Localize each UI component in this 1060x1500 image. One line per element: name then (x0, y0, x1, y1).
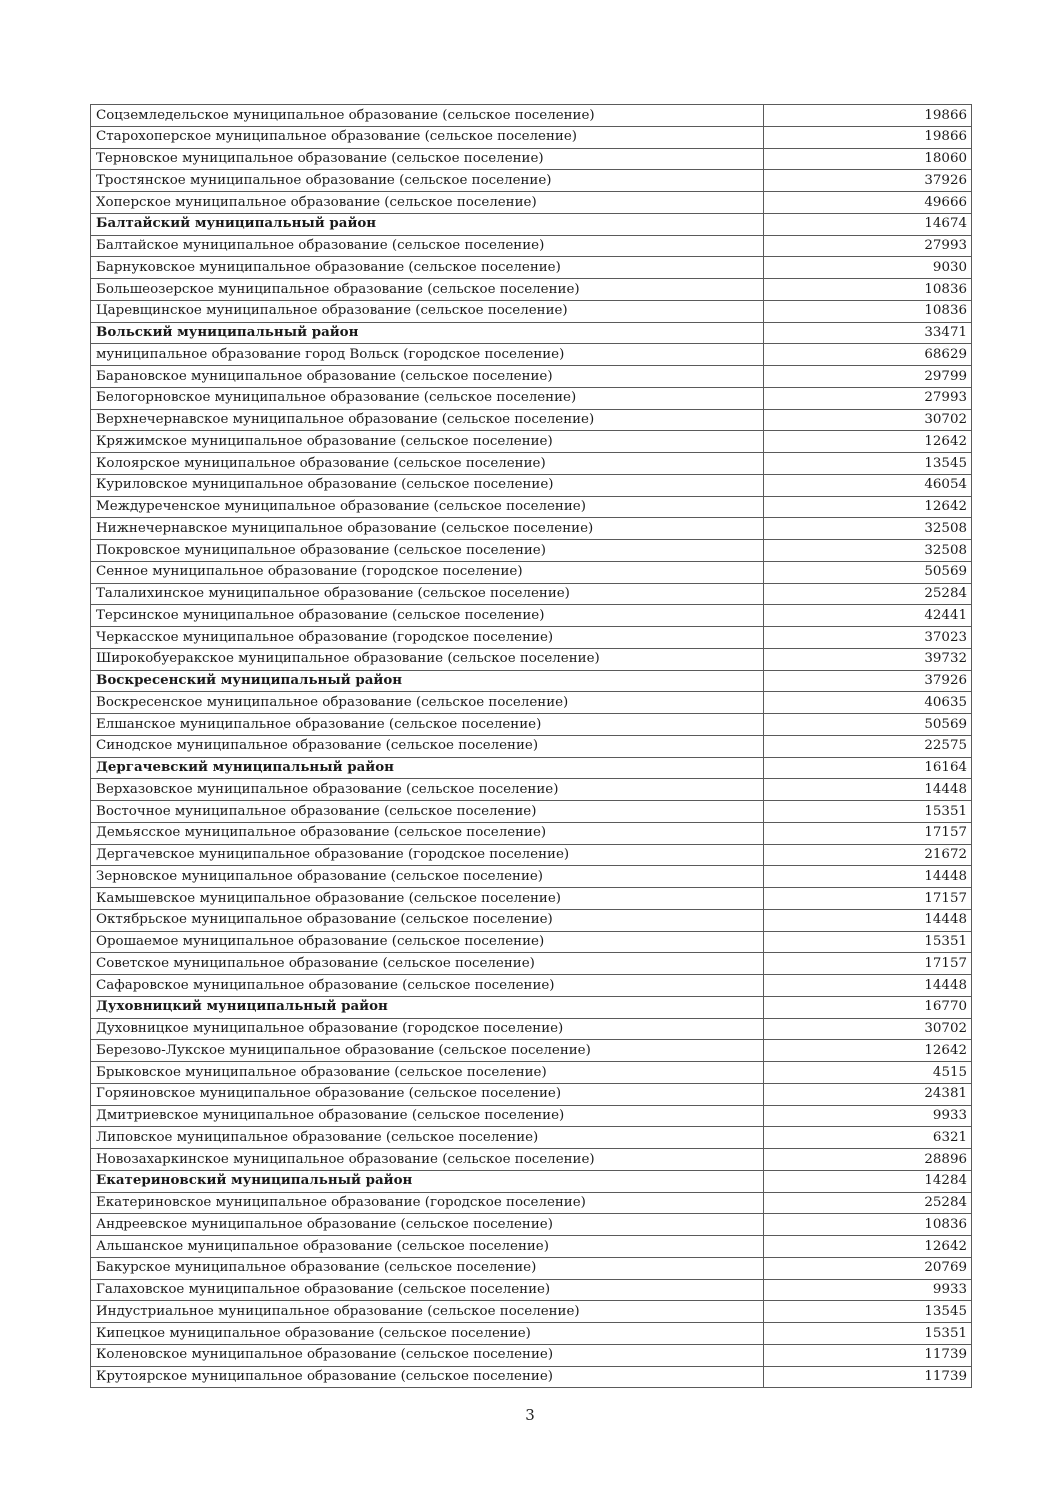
value-cell: 14284 (764, 1170, 972, 1192)
value-cell: 19866 (764, 105, 972, 127)
table-row (91, 1214, 972, 1236)
table-row (91, 1236, 972, 1258)
value-cell: 6321 (764, 1127, 972, 1149)
value-cell: 25284 (764, 583, 972, 605)
municipality-name-cell: Екатериновское муниципальное образование (городское поселение) (91, 1192, 764, 1214)
municipality-name-cell: Междуреченское муниципальное образование (сельское поселение) (91, 496, 764, 518)
municipality-name-cell: Камышевское муниципальное образование (сельское поселение) (91, 888, 764, 910)
municipality-name-cell: Брыковское муниципальное образование (сельское поселение) (91, 1062, 764, 1084)
table-row (91, 453, 972, 475)
municipality-name-cell: Широкобуеракское муниципальное образование (сельское поселение) (91, 648, 764, 670)
municipality-name-cell: Галаховское муниципальное образование (сельское поселение) (91, 1279, 764, 1301)
value-cell: 21672 (764, 844, 972, 866)
table-row (91, 714, 972, 736)
table-row (91, 474, 972, 496)
value-cell: 28896 (764, 1149, 972, 1171)
district-name-cell: Екатериновский муниципальный район (91, 1170, 764, 1192)
district-row (91, 996, 972, 1018)
table-row (91, 1344, 972, 1366)
table-row (91, 344, 972, 366)
value-cell: 37926 (764, 170, 972, 192)
value-cell: 10836 (764, 279, 972, 301)
municipality-name-cell: Липовское муниципальное образование (сельское поселение) (91, 1127, 764, 1149)
municipality-name-cell: Березово-Лукское муниципальное образование (сельское поселение) (91, 1040, 764, 1062)
municipality-name-cell: Верхнечернавское муниципальное образование (сельское поселение) (91, 409, 764, 431)
value-cell: 12642 (764, 1236, 972, 1258)
municipality-name-cell: Елшанское муниципальное образование (сельское поселение) (91, 714, 764, 736)
value-cell: 14448 (764, 909, 972, 931)
value-cell: 14448 (764, 779, 972, 801)
table-row (91, 192, 972, 214)
value-cell: 12642 (764, 1040, 972, 1062)
value-cell: 11739 (764, 1366, 972, 1388)
municipality-name-cell: Терсинское муниципальное образование (сельское поселение) (91, 605, 764, 627)
municipality-name-cell: Терновское муниципальное образование (сельское поселение) (91, 148, 764, 170)
district-name-cell: Дергачевский муниципальный район (91, 757, 764, 779)
value-cell: 29799 (764, 366, 972, 388)
table-row (91, 909, 972, 931)
table-row (91, 648, 972, 670)
value-cell: 16164 (764, 757, 972, 779)
table-row (91, 1018, 972, 1040)
value-cell: 37926 (764, 670, 972, 692)
municipality-name-cell: Черкасское муниципальное образование (городское поселение) (91, 627, 764, 649)
value-cell: 13545 (764, 1301, 972, 1323)
municipality-name-cell: Новозахаркинское муниципальное образование (сельское поселение) (91, 1149, 764, 1171)
municipality-name-cell: Октябрьское муниципальное образование (сельское поселение) (91, 909, 764, 931)
municipality-name-cell: Альшанское муниципальное образование (сельское поселение) (91, 1236, 764, 1258)
municipality-name-cell: Тростянское муниципальное образование (сельское поселение) (91, 170, 764, 192)
value-cell: 15351 (764, 1323, 972, 1345)
municipality-name-cell: Барнуковское муниципальное образование (сельское поселение) (91, 257, 764, 279)
table-row (91, 279, 972, 301)
value-cell: 15351 (764, 801, 972, 823)
table-row (91, 366, 972, 388)
table-row (91, 409, 972, 431)
table-row (91, 540, 972, 562)
municipality-name-cell: Восточное муниципальное образование (сельское поселение) (91, 801, 764, 823)
value-cell: 32508 (764, 540, 972, 562)
value-cell: 39732 (764, 648, 972, 670)
table-row (91, 1040, 972, 1062)
value-cell: 30702 (764, 1018, 972, 1040)
municipality-name-cell: Кипецкое муниципальное образование (сельское поселение) (91, 1323, 764, 1345)
table-row (91, 148, 972, 170)
value-cell: 40635 (764, 692, 972, 714)
municipality-name-cell: Верхазовское муниципальное образование (сельское поселение) (91, 779, 764, 801)
municipality-name-cell: муниципальное образование город Вольск (городское поселение) (91, 344, 764, 366)
table-row (91, 496, 972, 518)
value-cell: 14448 (764, 866, 972, 888)
table-body (91, 105, 972, 1388)
value-cell: 50569 (764, 714, 972, 736)
value-cell: 22575 (764, 735, 972, 757)
value-cell: 37023 (764, 627, 972, 649)
municipality-name-cell: Старохоперское муниципальное образование (сельское поселение) (91, 126, 764, 148)
municipality-name-cell: Барановское муниципальное образование (сельское поселение) (91, 366, 764, 388)
table-row (91, 627, 972, 649)
table-row (91, 779, 972, 801)
value-cell: 16770 (764, 996, 972, 1018)
value-cell: 30702 (764, 409, 972, 431)
value-cell: 33471 (764, 322, 972, 344)
value-cell: 15351 (764, 931, 972, 953)
value-cell: 27993 (764, 387, 972, 409)
municipality-name-cell: Белогорновское муниципальное образование (сельское поселение) (91, 387, 764, 409)
value-cell: 42441 (764, 605, 972, 627)
table-row (91, 1192, 972, 1214)
municipality-name-cell: Индустриальное муниципальное образование (сельское поселение) (91, 1301, 764, 1323)
municipal-data-table (90, 104, 972, 1388)
municipality-name-cell: Коленовское муниципальное образование (сельское поселение) (91, 1344, 764, 1366)
table-row (91, 561, 972, 583)
value-cell: 9030 (764, 257, 972, 279)
municipality-name-cell: Талалихинское муниципальное образование (сельское поселение) (91, 583, 764, 605)
district-row (91, 322, 972, 344)
value-cell: 4515 (764, 1062, 972, 1084)
municipality-name-cell: Сафаровское муниципальное образование (сельское поселение) (91, 975, 764, 997)
value-cell: 9933 (764, 1105, 972, 1127)
municipality-name-cell: Сенное муниципальное образование (городское поселение) (91, 561, 764, 583)
value-cell: 50569 (764, 561, 972, 583)
table-row (91, 235, 972, 257)
district-row (91, 213, 972, 235)
municipality-name-cell: Зерновское муниципальное образование (сельское поселение) (91, 866, 764, 888)
district-row (91, 1170, 972, 1192)
table-row (91, 692, 972, 714)
value-cell: 12642 (764, 496, 972, 518)
municipality-name-cell: Орошаемое муниципальное образование (сельское поселение) (91, 931, 764, 953)
table-row (91, 1105, 972, 1127)
table-row (91, 1062, 972, 1084)
municipality-name-cell: Бакурское муниципальное образование (сельское поселение) (91, 1257, 764, 1279)
table-row (91, 387, 972, 409)
municipality-name-cell: Воскресенское муниципальное образование (сельское поселение) (91, 692, 764, 714)
table-row (91, 866, 972, 888)
municipality-name-cell: Соцземледельское муниципальное образование (сельское поселение) (91, 105, 764, 127)
value-cell: 24381 (764, 1083, 972, 1105)
municipality-name-cell: Духовницкое муниципальное образование (городское поселение) (91, 1018, 764, 1040)
table-row (91, 1366, 972, 1388)
table-row (91, 431, 972, 453)
table-row (91, 844, 972, 866)
table-row (91, 931, 972, 953)
municipality-name-cell: Крутоярское муниципальное образование (сельское поселение) (91, 1366, 764, 1388)
table-row (91, 583, 972, 605)
page-number: 3 (525, 1406, 535, 1424)
district-name-cell: Вольский муниципальный район (91, 322, 764, 344)
value-cell: 13545 (764, 453, 972, 475)
value-cell: 20769 (764, 1257, 972, 1279)
value-cell: 27993 (764, 235, 972, 257)
municipality-name-cell: Хоперское муниципальное образование (сельское поселение) (91, 192, 764, 214)
municipality-name-cell: Царевщинское муниципальное образование (сельское поселение) (91, 300, 764, 322)
value-cell: 10836 (764, 1214, 972, 1236)
value-cell: 68629 (764, 344, 972, 366)
table-row (91, 605, 972, 627)
table-row (91, 888, 972, 910)
value-cell: 32508 (764, 518, 972, 540)
municipality-name-cell: Кряжимское муниципальное образование (сельское поселение) (91, 431, 764, 453)
municipality-name-cell: Дергачевское муниципальное образование (городское поселение) (91, 844, 764, 866)
district-name-cell: Духовницкий муниципальный район (91, 996, 764, 1018)
district-name-cell: Балтайский муниципальный район (91, 213, 764, 235)
value-cell: 14448 (764, 975, 972, 997)
table-row (91, 1257, 972, 1279)
value-cell: 46054 (764, 474, 972, 496)
value-cell: 17157 (764, 822, 972, 844)
table-row (91, 126, 972, 148)
table-row (91, 1279, 972, 1301)
table-row (91, 822, 972, 844)
table-row (91, 257, 972, 279)
value-cell: 17157 (764, 953, 972, 975)
value-cell: 11739 (764, 1344, 972, 1366)
municipality-name-cell: Горяиновское муниципальное образование (сельское поселение) (91, 1083, 764, 1105)
municipality-name-cell: Синодское муниципальное образование (сельское поселение) (91, 735, 764, 757)
table-row (91, 735, 972, 757)
value-cell: 49666 (764, 192, 972, 214)
table-row (91, 105, 972, 127)
table-row (91, 300, 972, 322)
municipality-name-cell: Большеозерское муниципальное образование (сельское поселение) (91, 279, 764, 301)
value-cell: 18060 (764, 148, 972, 170)
municipality-name-cell: Андреевское муниципальное образование (сельское поселение) (91, 1214, 764, 1236)
table-row (91, 801, 972, 823)
district-row (91, 757, 972, 779)
value-cell: 25284 (764, 1192, 972, 1214)
district-name-cell: Воскресенский муниципальный район (91, 670, 764, 692)
municipality-name-cell: Куриловское муниципальное образование (сельское поселение) (91, 474, 764, 496)
table-row (91, 953, 972, 975)
value-cell: 9933 (764, 1279, 972, 1301)
table-row (91, 975, 972, 997)
value-cell: 10836 (764, 300, 972, 322)
value-cell: 17157 (764, 888, 972, 910)
table-row (91, 1083, 972, 1105)
district-row (91, 670, 972, 692)
municipality-name-cell: Нижнечернавское муниципальное образование (сельское поселение) (91, 518, 764, 540)
table-row (91, 518, 972, 540)
table-row (91, 1127, 972, 1149)
municipality-name-cell: Покровское муниципальное образование (сельское поселение) (91, 540, 764, 562)
table-row (91, 1149, 972, 1171)
table-row (91, 1301, 972, 1323)
municipality-name-cell: Демьясское муниципальное образование (сельское поселение) (91, 822, 764, 844)
value-cell: 12642 (764, 431, 972, 453)
table-row (91, 170, 972, 192)
value-cell: 14674 (764, 213, 972, 235)
table-row (91, 1323, 972, 1345)
municipality-name-cell: Колоярское муниципальное образование (сельское поселение) (91, 453, 764, 475)
value-cell: 19866 (764, 126, 972, 148)
municipality-name-cell: Советское муниципальное образование (сельское поселение) (91, 953, 764, 975)
municipality-name-cell: Балтайское муниципальное образование (сельское поселение) (91, 235, 764, 257)
municipality-name-cell: Дмитриевское муниципальное образование (сельское поселение) (91, 1105, 764, 1127)
